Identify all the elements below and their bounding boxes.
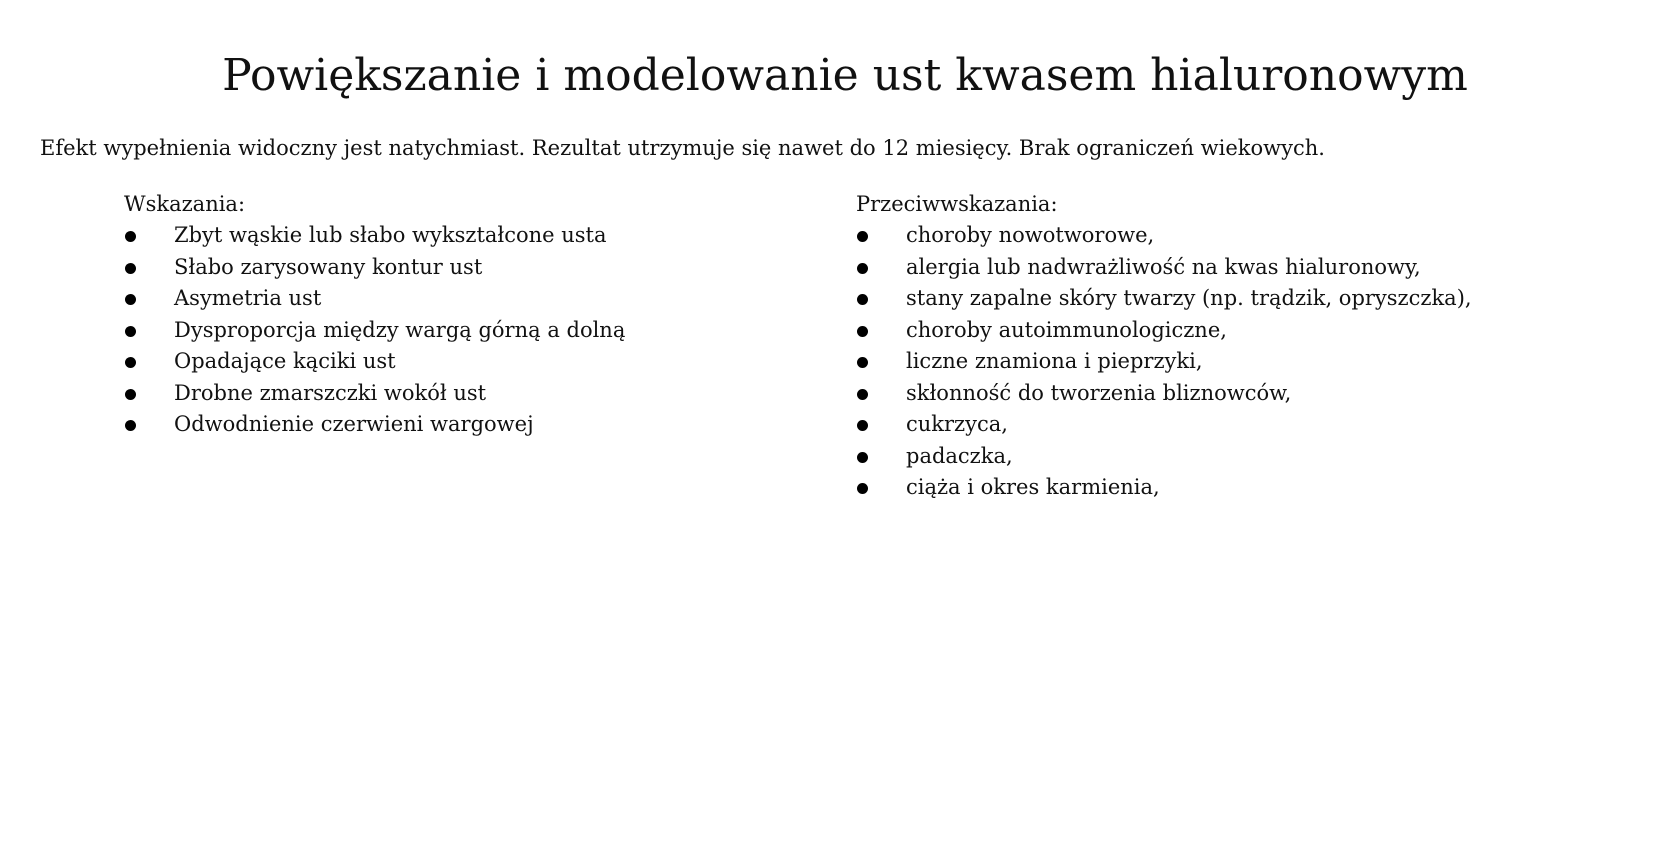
list-item-text: Drobne zmarszczki wokół ust: [174, 380, 487, 405]
list-item-text: alergia lub nadwrażliwość na kwas hialuronowy,: [906, 254, 1421, 279]
list-item: [856, 409, 1496, 441]
bullet-icon: [125, 294, 136, 305]
bullet-icon: [857, 294, 868, 305]
contraindications-section: [856, 189, 1496, 504]
bullet-icon: [125, 263, 136, 274]
list-item-text: Dysproporcja między wargą górną a dolną: [174, 317, 626, 342]
list-item-text: choroby nowotworowe,: [906, 223, 1155, 247]
bullet-icon: [125, 389, 136, 400]
list-item-text: Zbyt wąskie lub słabo wykształcone usta: [174, 223, 607, 247]
page-title: Powiększanie i modelowanie ust kwasem hialuronowym: [222, 50, 1468, 101]
bullet-icon: [857, 483, 868, 494]
bullet-icon: [857, 326, 868, 337]
list-item-text: stany zapalne skóry twarzy (np. trądzik, opryszczka),: [906, 286, 1472, 310]
list-item: [124, 378, 764, 410]
list-item-text: ciąża i okres karmienia,: [906, 475, 1160, 499]
list-item: [856, 441, 1496, 473]
list-item-text: Odwodnienie czerwieni wargowej: [174, 412, 534, 436]
list-item-text: Słabo zarysowany kontur ust: [174, 254, 483, 279]
list-item: [856, 472, 1496, 504]
bullet-icon: [125, 231, 136, 242]
list-item-text: cukrzyca,: [906, 412, 1008, 436]
contraindications-list: [856, 220, 1496, 504]
list-item-text: choroby autoimmunologiczne,: [906, 317, 1227, 342]
list-item-text: padaczka,: [906, 443, 1013, 468]
intro-paragraph: Efekt wypełnienia widoczny jest natychmiast. Rezultat utrzymuje się nawet do 12 miesięcy. Brak ograniczeń wiekowych.: [40, 136, 1325, 160]
bullet-icon: [857, 389, 868, 400]
list-item: [124, 409, 764, 441]
list-item: [856, 252, 1496, 284]
list-item: [856, 283, 1496, 315]
list-item-text: skłonność do tworzenia bliznowców,: [906, 380, 1292, 405]
list-item-text: Asymetria ust: [174, 286, 322, 310]
list-item-text: liczne znamiona i pieprzyki,: [906, 349, 1203, 373]
list-item: [856, 315, 1496, 347]
bullet-icon: [857, 231, 868, 242]
bullet-icon: [125, 357, 136, 368]
bullet-icon: [857, 452, 868, 463]
list-item: [124, 252, 764, 284]
bullet-icon: [125, 420, 136, 431]
indications-list: [124, 220, 764, 441]
list-item: [856, 220, 1496, 252]
contraindications-heading: Przeciwwskazania:: [856, 192, 1058, 216]
indications-heading: Wskazania:: [124, 192, 246, 216]
list-item: [124, 315, 764, 347]
indications-section: [124, 189, 764, 441]
list-item-text: Opadające kąciki ust: [174, 349, 396, 373]
list-item: [124, 220, 764, 252]
bullet-icon: [857, 420, 868, 431]
list-item: [856, 378, 1496, 410]
list-item: [856, 346, 1496, 378]
list-item: [124, 346, 764, 378]
bullet-icon: [857, 357, 868, 368]
bullet-icon: [857, 263, 868, 274]
list-item: [124, 283, 764, 315]
bullet-icon: [125, 326, 136, 337]
